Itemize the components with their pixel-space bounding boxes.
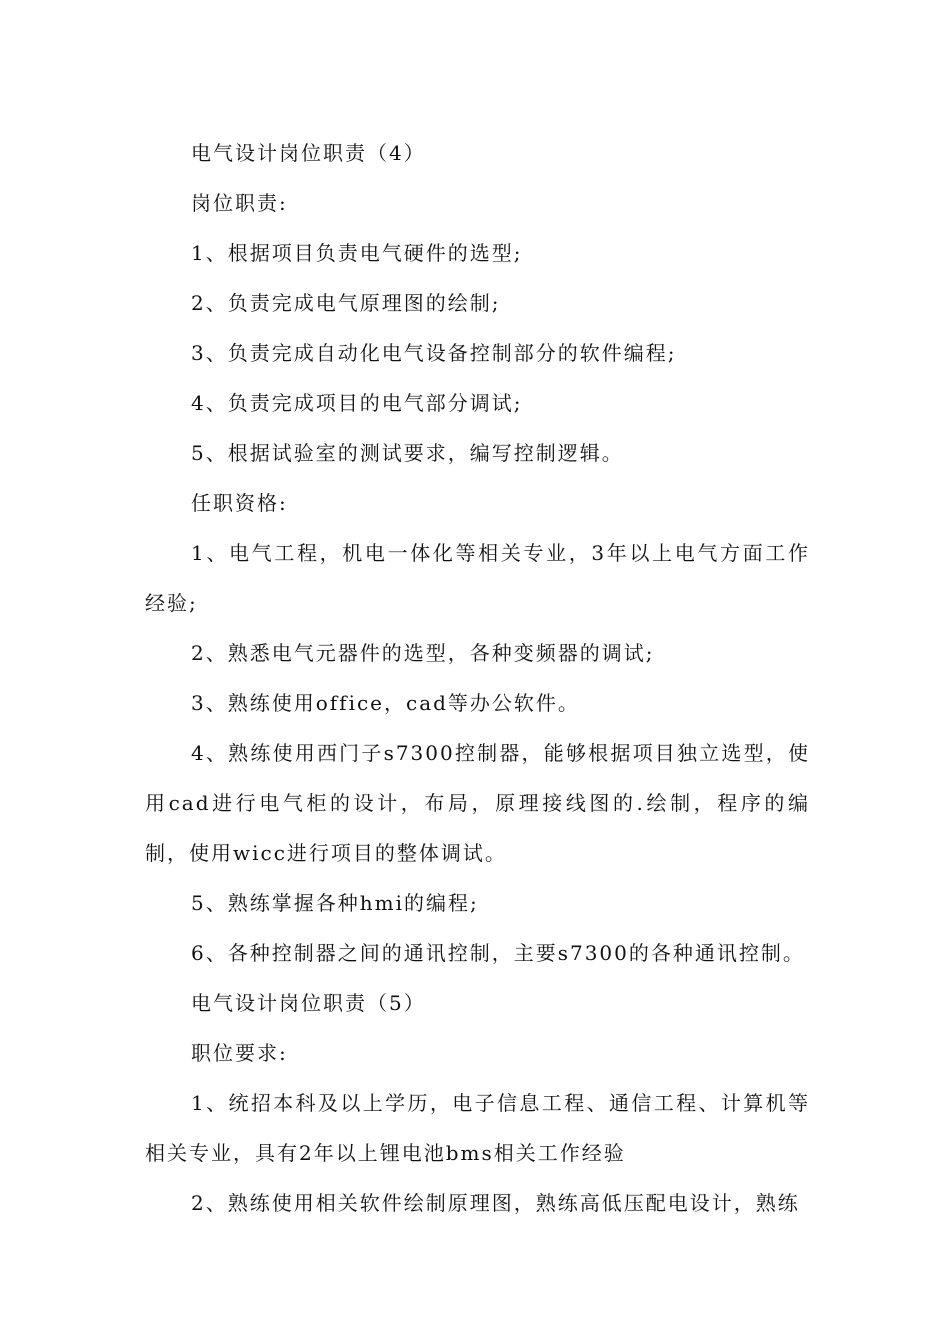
list-item: 1、统招本科及以上学历，电子信息工程、通信工程、计算机等相关专业，具有2年以上锂电池bms相关工作经验	[145, 1091, 810, 1165]
list-item: 4、负责完成项目的电气部分调试;	[191, 391, 523, 415]
section-title: 电气设计岗位职责（5）	[191, 991, 426, 1015]
section-title: 电气设计岗位职责（4）	[191, 141, 426, 165]
list-item: 4、熟练使用西门子s7300控制器，能够根据项目独立选型，使用cad进行电气柜的设计，布局，原理接线图的.绘制，程序的编制，使用wicc进行项目的整体调试。	[145, 741, 810, 865]
document-body	[145, 128, 810, 1228]
section-heading: 职位要求:	[191, 1041, 288, 1065]
list-item: 3、熟练使用office，cad等办公软件。	[191, 691, 580, 715]
list-item: 1、电气工程，机电一体化等相关专业，3年以上电气方面工作经验;	[145, 541, 810, 615]
list-item: 5、根据试验室的测试要求，编写控制逻辑。	[191, 441, 624, 465]
list-item: 5、熟练掌握各种hmi的编程;	[191, 891, 479, 915]
section-heading: 岗位职责:	[191, 191, 288, 215]
list-item: 3、负责完成自动化电气设备控制部分的软件编程;	[191, 341, 677, 365]
list-item: 2、熟练使用相关软件绘制原理图，熟练高低压配电设计，熟练	[191, 1191, 800, 1215]
list-item: 1、根据项目负责电气硬件的选型;	[191, 241, 523, 265]
list-item: 6、各种控制器之间的通讯控制，主要s7300的各种通讯控制。	[191, 941, 805, 965]
list-item: 2、熟悉电气元器件的选型，各种变频器的调试;	[191, 641, 655, 665]
list-item: 2、负责完成电气原理图的绘制;	[191, 291, 501, 315]
section-heading: 任职资格:	[191, 491, 288, 515]
